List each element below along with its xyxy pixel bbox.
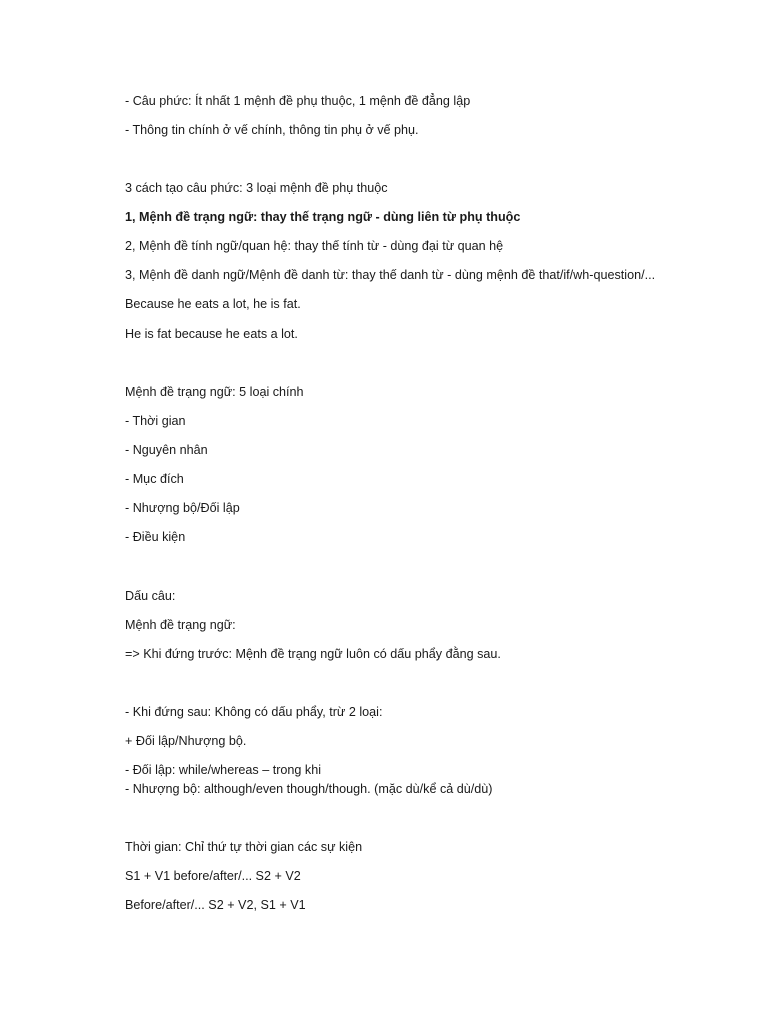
text-line: He is fat because he eats a lot.	[125, 327, 298, 341]
text-line: - Nhượng bộ: although/even though/though. (mặc dù/kể cả dù/dù)	[125, 782, 493, 796]
text-line: 3, Mệnh đề danh ngữ/Mệnh đề danh từ: thay thế danh từ - dùng mệnh đề that/if/wh-question/...	[125, 268, 656, 282]
text-line: 3 cách tạo câu phức: 3 loại mệnh đề phụ thuộc	[125, 181, 388, 195]
text-line: Thời gian: Chỉ thứ tự thời gian các sự kiện	[125, 840, 363, 854]
text-line: Before/after/... S2 + V2, S1 + V1	[125, 898, 306, 912]
text-line: + Đối lập/Nhượng bộ.	[125, 734, 247, 748]
text-line: - Câu phức: Ít nhất 1 mệnh đề phụ thuộc, 1 mệnh đề đẳng lập	[125, 94, 471, 108]
text-line: S1 + V1 before/after/... S2 + V2	[125, 869, 301, 883]
text-line: - Nguyên nhân	[125, 443, 208, 457]
text-line: Mệnh đề trạng ngữ: 5 loại chính	[125, 385, 304, 399]
text-line: - Mục đích	[125, 472, 184, 486]
text-line: - Thông tin chính ở vế chính, thông tin phụ ở vế phụ.	[125, 123, 419, 137]
bold-heading-line: 1, Mệnh đề trạng ngữ: thay thế trạng ngữ - dùng liên từ phụ thuộc	[125, 210, 521, 224]
text-line: - Thời gian	[125, 414, 186, 428]
text-line: => Khi đứng trước: Mệnh đề trạng ngữ luôn có dấu phẩy đằng sau.	[125, 647, 501, 661]
text-line: 2, Mệnh đề tính ngữ/quan hệ: thay thế tính từ - dùng đại từ quan hệ	[125, 239, 504, 253]
text-line: - Đối lập: while/whereas – trong khi	[125, 763, 321, 777]
text-line: - Nhượng bộ/Đối lập	[125, 501, 240, 515]
text-line: Because he eats a lot, he is fat.	[125, 297, 301, 311]
text-line: Mệnh đề trạng ngữ:	[125, 618, 236, 632]
text-line: - Điều kiện	[125, 530, 186, 544]
text-line: Dấu câu:	[125, 589, 176, 603]
text-line: - Khi đứng sau: Không có dấu phẩy, trừ 2 loại:	[125, 705, 383, 719]
